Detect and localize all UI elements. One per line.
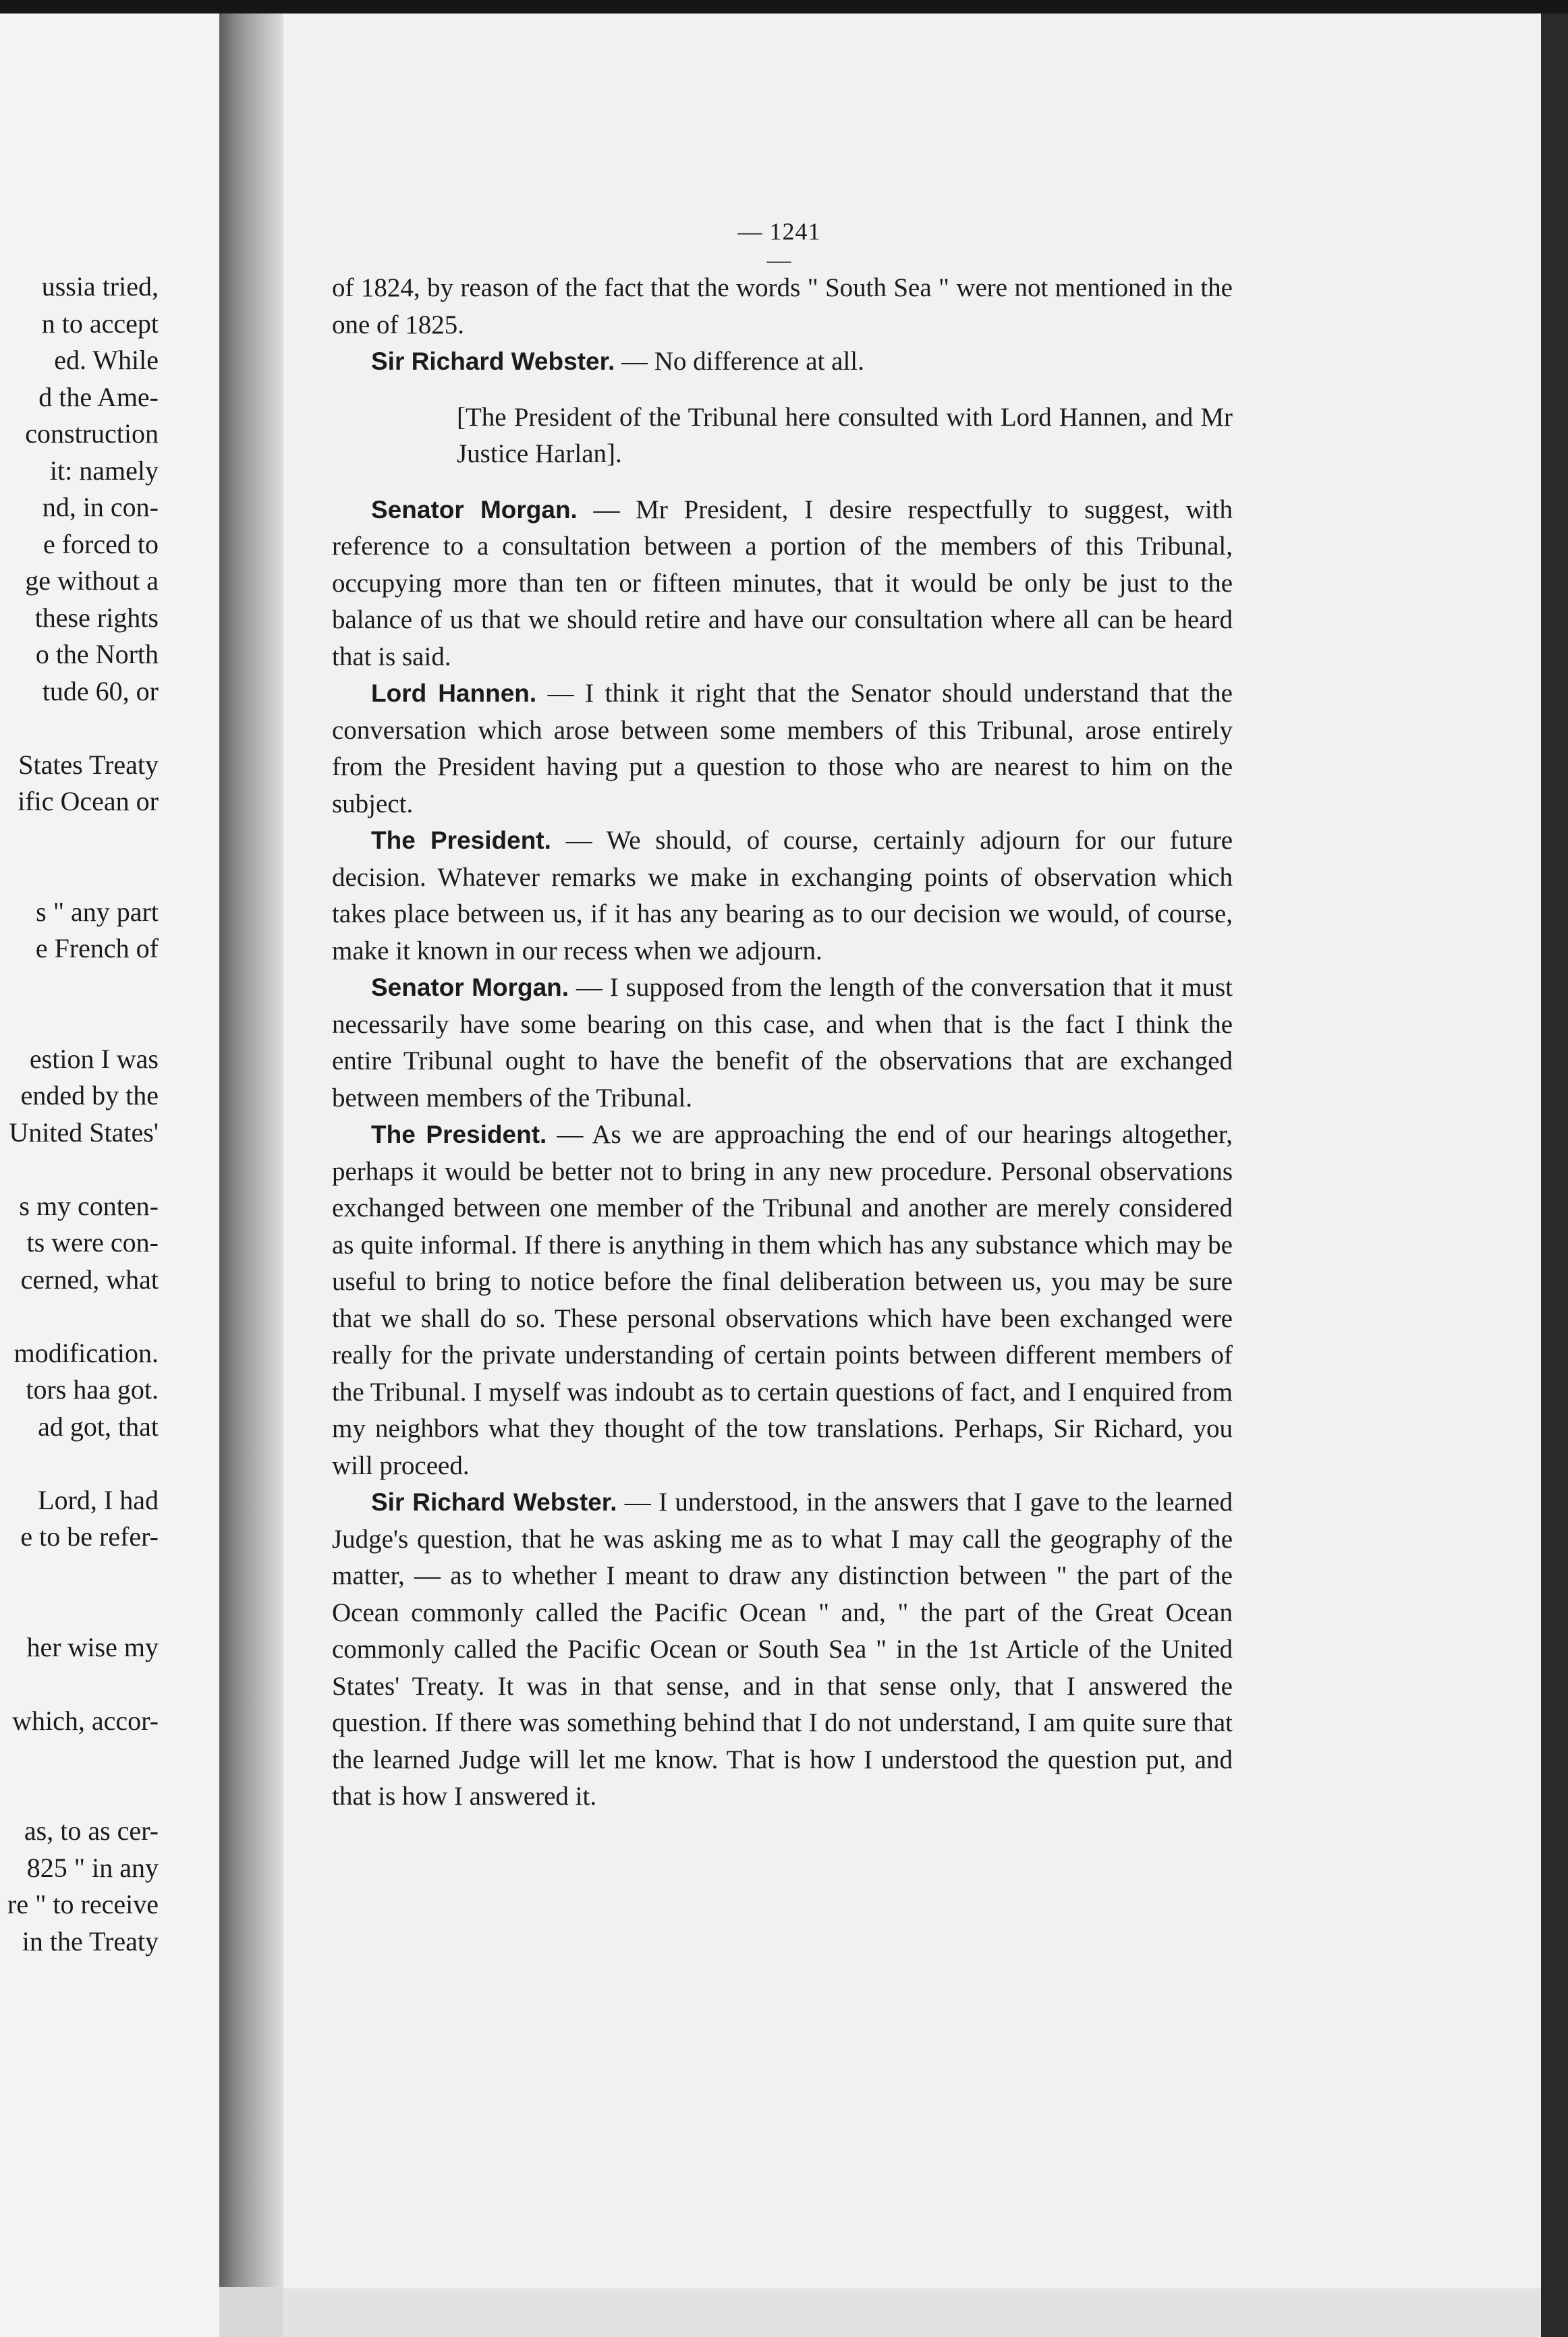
left-page — [0, 13, 219, 2337]
left-line — [0, 967, 159, 1005]
left-line: e to be refer- — [20, 1521, 159, 1552]
speaker-name: Senator Morgan. — [371, 495, 578, 524]
top-border — [0, 0, 1568, 13]
left-line: re " to receive — [7, 1889, 159, 1919]
left-line: tors haa got. — [26, 1374, 159, 1405]
paragraph-text: — No difference at all. — [621, 347, 864, 376]
left-line: ad got, that — [38, 1411, 159, 1442]
book-gutter — [219, 13, 283, 2287]
left-line: ed. While — [54, 345, 159, 375]
speaker-name: Sir Richard Webster. — [371, 1488, 617, 1516]
speaker-name: Senator Morgan. — [371, 974, 569, 1001]
paragraph — [332, 492, 1233, 676]
bracketed-note — [457, 399, 1233, 473]
left-line — [0, 1445, 159, 1482]
left-line — [0, 1666, 159, 1703]
speaker-name: Lord Hannen. — [371, 679, 537, 707]
paragraph-text: — I supposed from the length of the conversation that it must necessarily have some bearing on this case, and when that is the fact I think the entire Tribunal ought to have the benefit of the observations that are exchanged between members of the Tribunal. — [332, 973, 1233, 1113]
left-line: States Treaty — [18, 749, 159, 780]
left-line: tude 60, or — [42, 675, 159, 706]
right-border — [1541, 13, 1568, 2337]
left-line: ussia tried, — [41, 271, 159, 302]
left-page-text — [0, 269, 159, 1960]
left-line: construction — [25, 418, 159, 449]
paragraph — [332, 270, 1233, 343]
left-line: ific Ocean or — [18, 786, 159, 816]
left-line: s my conten- — [19, 1190, 159, 1221]
bottom-margin — [283, 2288, 1541, 2337]
paragraph-text: — We should, of course, certainly adjourn for our future decision. Whatever remarks we make in exchanging points of observation which takes place between us, if it has any bearing as to our decision we would, of course, make it known in our recess when we adjourn. — [332, 826, 1233, 965]
paragraph — [332, 969, 1233, 1117]
left-line — [0, 1004, 159, 1041]
left-line: 825 " in any — [26, 1852, 159, 1883]
paragraph-text: — I think it right that the Senator should understand that the conversation which arose between some members of this Tribunal, arose entirely from the President having put a question to those who are nearest to him on the subject. — [332, 679, 1233, 818]
left-line — [0, 1556, 159, 1593]
left-line: nd, in con- — [42, 492, 159, 522]
left-line: Lord, I had — [38, 1484, 159, 1515]
paragraph — [332, 822, 1233, 969]
left-line: it: namely — [49, 455, 159, 486]
speaker-name: The President. — [371, 826, 551, 854]
left-line: e forced to — [43, 528, 159, 559]
paragraph — [332, 343, 1233, 381]
transcript-body — [332, 270, 1233, 1815]
left-line: ge without a — [25, 565, 159, 596]
left-line — [0, 1776, 159, 1813]
book-gutter-bottom — [219, 2287, 283, 2337]
paragraph-text: — Mr President, I desire respectfully to suggest, with reference to a consultation between a portion of the members of this Tribunal, occupying more than ten or fifteen minutes, that it would be only be just to the balance of us that we should retire and have our consultation where all can be heard that is said. — [332, 495, 1233, 671]
paragraph-text: of 1824, by reason of the fact that the words " South Sea " were not mentioned in the one of 1825. — [332, 273, 1233, 339]
left-line: estion I was — [29, 1043, 159, 1074]
left-line — [0, 1151, 159, 1188]
left-line: d the Ame- — [38, 381, 159, 412]
left-line: which, accor- — [12, 1705, 159, 1736]
left-line — [0, 857, 159, 894]
paragraph — [332, 1117, 1233, 1484]
left-line: United States' — [9, 1117, 159, 1148]
paragraph-text: [The President of the Tribunal here consulted with Lord Hannen, and Mr Justice Harlan]. — [457, 402, 1233, 468]
left-line: these rights — [34, 602, 159, 633]
left-line: ts were con- — [26, 1227, 159, 1258]
left-line: n to accept — [41, 308, 159, 339]
left-line — [0, 1739, 159, 1776]
paragraph-text: — As we are approaching the end of our hearings altogether, perhaps it would be better not to bring in any new procedure. Personal observations exchanged between one member of the Tribunal and another are merely considered as quite informal. If there is anything in them which has any substance which may be useful to bring to notice before the final deliberation between us, you may be sure that we shall do so. These personal observations which have been exchanged were really for the private understanding of certain points between different members of the Tribunal. I myself was indoubt as to certain questions of fact, and I enquired from my neighbors what they thought of the tow translations. Perhaps, Sir Richard, you will proceed. — [332, 1120, 1233, 1480]
left-line — [0, 1592, 159, 1629]
page-number: — 1241 — — [737, 218, 821, 273]
left-line: her wise my — [26, 1631, 159, 1662]
left-line: in the Treaty — [22, 1925, 159, 1956]
paragraph-text: — I understood, in the answers that I gave to the learned Judge's question, that he was asking me as to what I may call the geography of the matter, — as to whether I meant to draw any distinction between " the part of the Ocean commonly called the Pacific Ocean " and, " the part of the Great Ocean commonly called the Pacific Ocean or South Sea " in the 1st Article of the United States' Treaty. It was in that sense, and in that sense only, that I answered the question. If there was something behind that I do not understand, I am quite sure that the learned Judge will let me know. That is how I understood the question put, and that is how I answered it. — [332, 1488, 1233, 1811]
left-line — [0, 1298, 159, 1335]
left-line — [0, 710, 159, 747]
speaker-name: Sir Richard Webster. — [371, 347, 615, 375]
left-line: modification. — [13, 1337, 159, 1368]
left-line: s " any part — [36, 896, 159, 927]
left-line: as, to as cer- — [24, 1815, 159, 1846]
left-line: ended by the — [20, 1080, 159, 1110]
left-line: e French of — [35, 933, 159, 963]
speaker-name: The President. — [371, 1121, 547, 1148]
paragraph — [332, 1484, 1233, 1815]
left-line: o the North — [35, 639, 159, 669]
paragraph — [332, 675, 1233, 822]
left-line — [0, 820, 159, 857]
left-line: cerned, what — [20, 1264, 159, 1295]
